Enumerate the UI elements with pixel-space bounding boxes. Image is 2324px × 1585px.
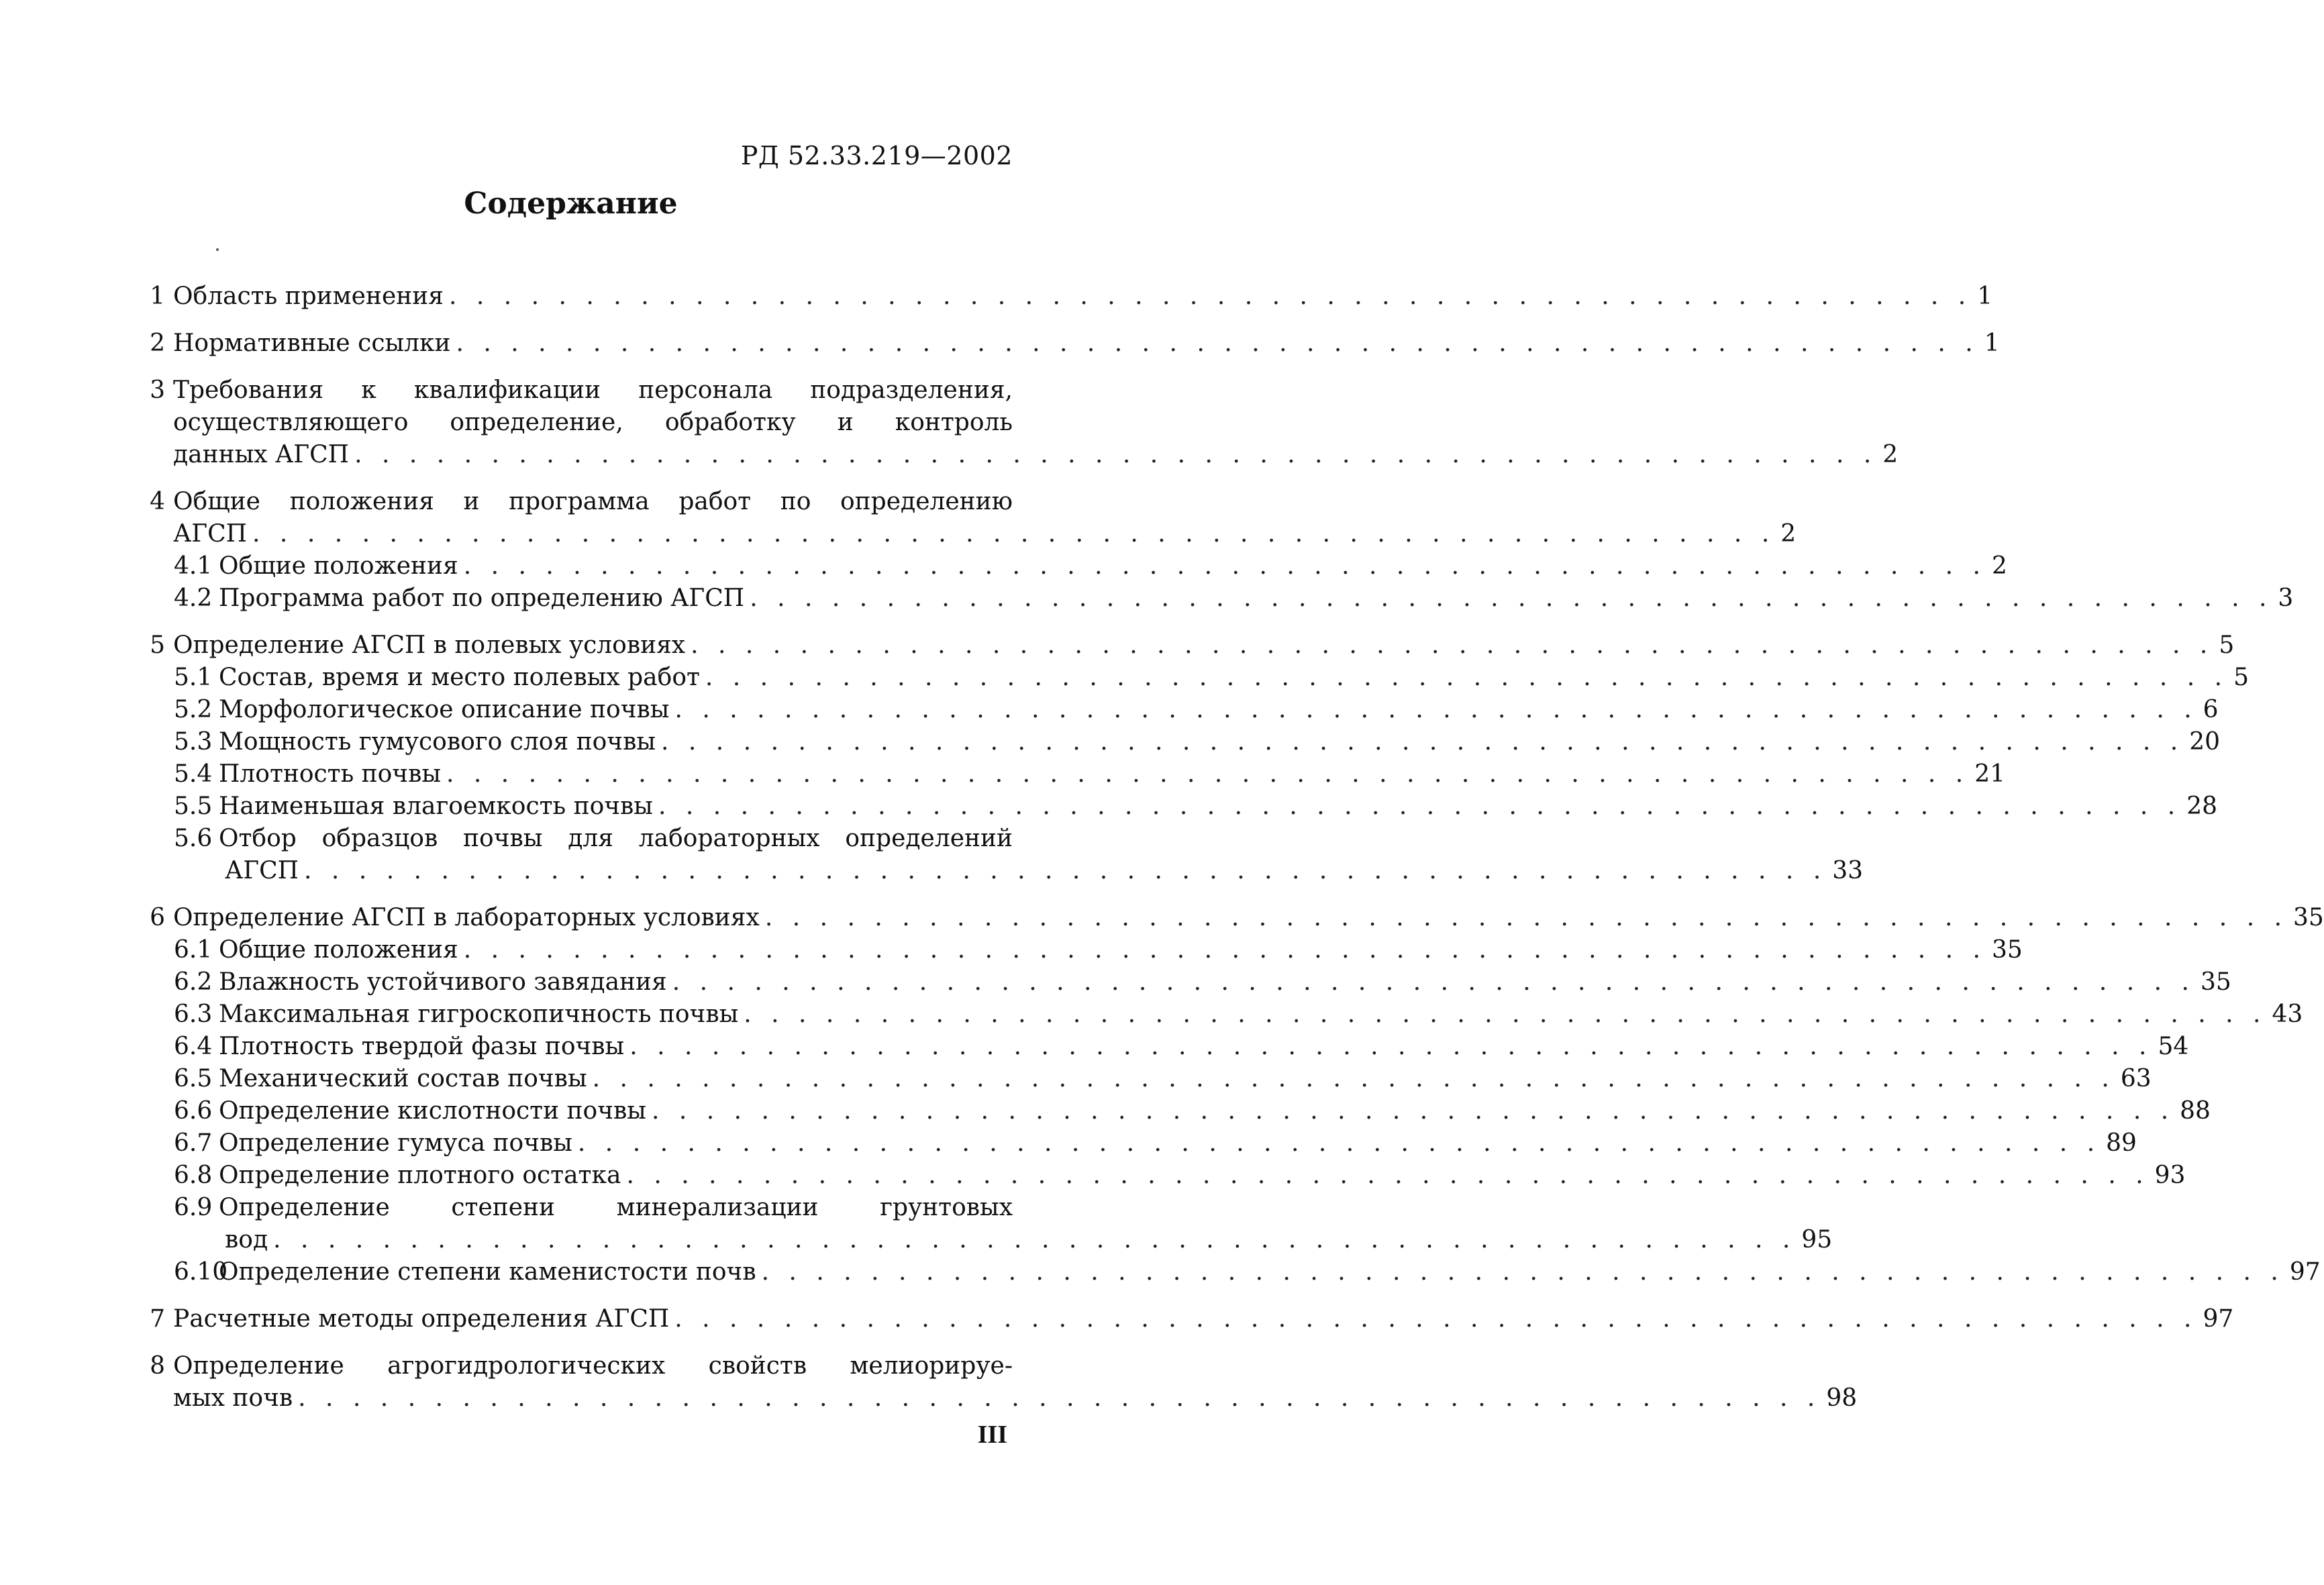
toc-item-continuation [0,518,1797,550]
toc-title-text: Определение гумуса почвы [219,1129,572,1157]
toc-title-text: Расчетные методы определения АГСП [173,1305,670,1333]
leader-dots: . . . . . . . . . . . . . . . . . . . . . . . . . . . . . . . . . . . . . . . . . . . . . . . . . . . . . . . . [304,857,1827,884]
toc-title-text: Определение агрогидрологических свойств мелиорируе- [173,1352,1013,1380]
leader-dots: . . . . . . . . . . . . . . . . . . . . . . . . . . . . . . . . . . . . . . . . . . . . . . . . . . . . . . . . [651,1097,2175,1125]
page-number: III [977,1421,1007,1449]
toc-item-continuation [0,1382,1858,1415]
toc-number: 4.2 [174,584,213,612]
section-gap [0,887,1142,902]
toc-subitem [0,550,2007,582]
toc-number: 6.10 [174,1258,228,1286]
leader-dots: . . . . . . . . . . . . . . . . . . . . . . . . . . . . . . . . . . . . . . . . . . . . . . . . . . . . . . . . [592,1065,2115,1092]
toc-subitem [0,582,2294,615]
document-code: РД 52.33.219—2002 [740,141,1013,170]
section-gap [0,313,1142,327]
toc-subitem [0,1160,2186,1192]
toc-title-text: мых почв [173,1384,293,1412]
toc-number: 5.3 [174,728,213,756]
toc-leader-line [219,662,2250,694]
toc-item-continuation [0,1224,1833,1256]
toc-title-text: Общие положения [219,936,458,964]
toc-leader-line [173,327,2000,360]
leader-dots: . . . . . . . . . . . . . . . . . . . . . . . . . . . . . . . . . . . . . . . . . . . . . . . . . . . . . . . . [448,283,1972,310]
toc-item-continuation [0,439,1899,471]
toc-page-number: 35 [1991,936,2023,964]
toc-number: 6.4 [174,1033,213,1060]
toc-number: 2 [150,329,165,357]
toc-title-line [173,407,1013,439]
leader-dots: . . . . . . . . . . . . . . . . . . . . . . . . . . . . . . . . . . . . . . . . . . . . . . . . . . . . . . . . [672,968,2195,996]
section-gap [0,1335,1142,1350]
toc-page-number: 3 [2278,584,2294,612]
toc-item [0,1350,1142,1382]
leader-dots: . . . . . . . . . . . . . . . . . . . . . . . . . . . . . . . . . . . . . . . . . . . . . . . . . . . . . . . . [273,1226,1797,1254]
toc-page-number: 33 [1832,857,1864,884]
toc-title-text: Механический состав почвы [219,1065,587,1092]
toc-leader-line [173,518,1797,550]
toc-page-number: 2 [1882,441,1899,468]
toc-title-text: Программа работ по определению АГСП [219,584,745,612]
toc-number: 8 [150,1352,165,1380]
toc-leader-line [173,629,2235,662]
stray-mark [216,248,219,251]
leader-dots: . . . . . . . . . . . . . . . . . . . . . . . . . . . . . . . . . . . . . . . . . . . . . . . . . . . . . . . . [705,664,2229,691]
toc-page-number: 97 [2203,1305,2234,1333]
leader-dots: . . . . . . . . . . . . . . . . . . . . . . . . . . . . . . . . . . . . . . . . . . . . . . . . . . . . . . . . [750,584,2273,612]
toc-leader-line [219,550,2007,582]
leader-dots: . . . . . . . . . . . . . . . . . . . . . . . . . . . . . . . . . . . . . . . . . . . . . . . . . . . . . . . . [252,520,1776,548]
toc-number: 6.9 [174,1194,213,1221]
toc-number: 3 [150,376,165,404]
leader-dots: . . . . . . . . . . . . . . . . . . . . . . . . . . . . . . . . . . . . . . . . . . . . . . . . . . . . . . . . [674,696,2198,723]
toc-number: 6.5 [174,1065,213,1092]
toc-page-number: 43 [2272,1001,2303,1028]
toc-leader-line [219,694,2219,726]
section-gap [0,471,1142,486]
toc-title-text: Максимальная гигроскопичность почвы [219,1001,739,1028]
toc-leader-line [173,1303,2234,1335]
toc-item-continuation [0,407,1142,439]
toc-title-text: Морфологическое описание почвы [219,696,670,723]
leader-dots: . . . . . . . . . . . . . . . . . . . . . . . . . . . . . . . . . . . . . . . . . . . . . . . . . . . . . . . . [674,1305,2198,1333]
toc-title-line [173,374,1013,407]
toc-title-text: Плотность почвы [219,760,442,788]
toc-subitem [0,823,1142,855]
toc-page-number: 93 [2154,1162,2186,1189]
leader-dots: . . . . . . . . . . . . . . . . . . . . . . . . . . . . . . . . . . . . . . . . . . . . . . . . . . . . . . . . [658,792,2182,820]
leader-dots: . . . . . . . . . . . . . . . . . . . . . . . . . . . . . . . . . . . . . . . . . . . . . . . . . . . . . . . . [463,552,1986,580]
toc-number: 5.1 [174,664,213,691]
toc-subitem [0,934,2023,966]
toc-title-text: Область применения [173,283,444,310]
toc-title-text: Общие положения и программа работ по определению [173,488,1013,515]
toc-page-number: 2 [1780,520,1797,548]
toc-page-number: 89 [2106,1129,2137,1157]
toc-leader-line [219,1127,2137,1160]
toc-title-text: вод [225,1226,268,1254]
toc-page-number: 35 [2200,968,2231,996]
toc-leader-line [219,582,2294,615]
toc-item [0,486,1142,518]
toc-subitem [0,1192,1142,1224]
toc-title-text: Общие положения [219,552,458,580]
toc-subitem [0,1031,2189,1063]
toc-number: 5 [150,631,165,659]
toc-leader-line [219,1063,2152,1095]
toc-title-text: Плотность твердой фазы почвы [219,1033,625,1060]
toc-title-text: АГСП [173,520,248,548]
toc-number: 6.1 [174,936,213,964]
toc-title-line [173,486,1013,518]
toc-subitem [0,662,2250,694]
toc-leader-line [173,439,1899,471]
toc-subitem [0,726,2221,758]
toc-item [0,374,1142,407]
toc-page-number: 5 [2233,664,2250,691]
toc-page-number: 28 [2186,792,2217,820]
toc-leader-line [173,280,1993,313]
toc-number: 7 [150,1305,165,1333]
leader-dots: . . . . . . . . . . . . . . . . . . . . . . . . . . . . . . . . . . . . . . . . . . . . . . . . . . . . . . . . [691,631,2214,659]
toc-item [0,1303,2234,1335]
section-gap [0,1288,1142,1303]
leader-dots: . . . . . . . . . . . . . . . . . . . . . . . . . . . . . . . . . . . . . . . . . . . . . . . . . . . . . . . . [446,760,1970,788]
toc-page-number: 98 [1826,1384,1858,1412]
table-of-contents [0,280,2324,1415]
leader-dots: . . . . . . . . . . . . . . . . . . . . . . . . . . . . . . . . . . . . . . . . . . . . . . . . . . . . . . . . [744,1001,2267,1028]
toc-title-text: Наименьшая влагоемкость почвы [219,792,653,820]
toc-subitem [0,694,2219,726]
leader-dots: . . . . . . . . . . . . . . . . . . . . . . . . . . . . . . . . . . . . . . . . . . . . . . . . . . . . . . . . [761,1258,2284,1286]
toc-leader-line [225,1224,1833,1256]
leader-dots: . . . . . . . . . . . . . . . . . . . . . . . . . . . . . . . . . . . . . . . . . . . . . . . . . . . . . . . . [354,441,1878,468]
toc-page-number: 35 [2293,904,2324,931]
toc-title-text: Определение степени минерализации грунтовых [219,1194,1013,1221]
toc-title-text: данных АГСП [173,441,350,468]
toc-number: 6.2 [174,968,213,996]
toc-page-number: 2 [1991,552,2007,580]
toc-title-line [173,1350,1013,1382]
toc-page-number: 5 [2219,631,2235,659]
toc-subitem [0,758,2006,790]
toc-title-text: Определение степени каменистости почв [219,1258,756,1286]
section-gap [0,360,1142,374]
toc-item-continuation [0,855,1864,887]
toc-title-text: Требования к квалификации персонала подразделения, [173,376,1013,404]
toc-subitem [0,999,2303,1031]
toc-title-line [219,1192,1013,1224]
leader-dots: . . . . . . . . . . . . . . . . . . . . . . . . . . . . . . . . . . . . . . . . . . . . . . . . . . . . . . . . [661,728,2184,756]
leader-dots: . . . . . . . . . . . . . . . . . . . . . . . . . . . . . . . . . . . . . . . . . . . . . . . . . . . . . . . . [456,329,1979,357]
toc-title-line [219,823,1013,855]
leader-dots: . . . . . . . . . . . . . . . . . . . . . . . . . . . . . . . . . . . . . . . . . . . . . . . . . . . . . . . . [577,1129,2101,1157]
toc-page-number: 97 [2289,1258,2321,1286]
toc-number: 5.6 [174,825,213,852]
toc-number: 6.7 [174,1129,213,1157]
toc-title-text: Влажность устойчивого завядания [219,968,667,996]
toc-title-text: Отбор образцов почвы для лабораторных определений [219,825,1013,852]
toc-subitem [0,1256,2321,1288]
toc-number: 6 [150,904,165,931]
toc-leader-line [219,758,2006,790]
toc-title-text: Состав, время и место полевых работ [219,664,700,691]
toc-leader-line [225,855,1864,887]
toc-title-text: Определение плотного остатка [219,1162,621,1189]
leader-dots: . . . . . . . . . . . . . . . . . . . . . . . . . . . . . . . . . . . . . . . . . . . . . . . . . . . . . . . . [626,1162,2150,1189]
toc-subitem [0,1063,2152,1095]
toc-number: 5.4 [174,760,213,788]
toc-leader-line [219,934,2023,966]
leader-dots: . . . . . . . . . . . . . . . . . . . . . . . . . . . . . . . . . . . . . . . . . . . . . . . . . . . . . . . . [298,1384,1821,1412]
section-gap [0,615,1142,629]
toc-subitem [0,966,2231,999]
toc-title-text: Определение АГСП в лабораторных условиях [173,904,760,931]
leader-dots: . . . . . . . . . . . . . . . . . . . . . . . . . . . . . . . . . . . . . . . . . . . . . . . . . . . . . . . . [764,904,2288,931]
toc-number: 1 [150,283,165,310]
toc-page-number: 88 [2180,1097,2211,1125]
toc-title-text: Нормативные ссылки [173,329,451,357]
toc-leader-line [219,1095,2211,1127]
leader-dots: . . . . . . . . . . . . . . . . . . . . . . . . . . . . . . . . . . . . . . . . . . . . . . . . . . . . . . . . [463,936,1986,964]
toc-page-number: 63 [2120,1065,2152,1092]
toc-title-text: осуществляющего определение, обработку и контроль [173,409,1013,436]
toc-leader-line [219,726,2221,758]
toc-number: 5.2 [174,696,213,723]
page-title: Содержание [464,187,678,221]
toc-leader-line [219,966,2231,999]
toc-leader-line [219,1031,2189,1063]
toc-title-text: Определение АГСП в полевых условиях [173,631,686,659]
toc-number: 6.3 [174,1001,213,1028]
toc-leader-line [173,902,2324,934]
toc-title-text: АГСП [225,857,299,884]
toc-page-number: 95 [1801,1226,1833,1254]
toc-leader-line [219,999,2303,1031]
toc-leader-line [219,1256,2321,1288]
toc-page-number: 1 [1977,283,1993,310]
toc-item [0,280,1993,313]
toc-page-number: 6 [2203,696,2219,723]
toc-leader-line [219,790,2217,823]
toc-number: 4.1 [174,552,213,580]
toc-number: 6.6 [174,1097,213,1125]
toc-subitem [0,1095,2211,1127]
toc-number: 4 [150,488,165,515]
toc-page-number: 21 [1974,760,2006,788]
toc-item [0,902,2324,934]
toc-leader-line [173,1382,1858,1415]
toc-number: 6.8 [174,1162,213,1189]
toc-title-text: Мощность гумусового слоя почвы [219,728,656,756]
toc-title-text: Определение кислотности почвы [219,1097,646,1125]
toc-page-number: 20 [2189,728,2221,756]
toc-leader-line [219,1160,2186,1192]
toc-subitem [0,1127,2137,1160]
toc-number: 5.5 [174,792,213,820]
toc-item [0,629,2235,662]
toc-page-number: 54 [2158,1033,2189,1060]
toc-subitem [0,790,2217,823]
toc-item [0,327,2000,360]
leader-dots: . . . . . . . . . . . . . . . . . . . . . . . . . . . . . . . . . . . . . . . . . . . . . . . . . . . . . . . . [629,1033,2153,1060]
toc-page-number: 1 [1984,329,2000,357]
